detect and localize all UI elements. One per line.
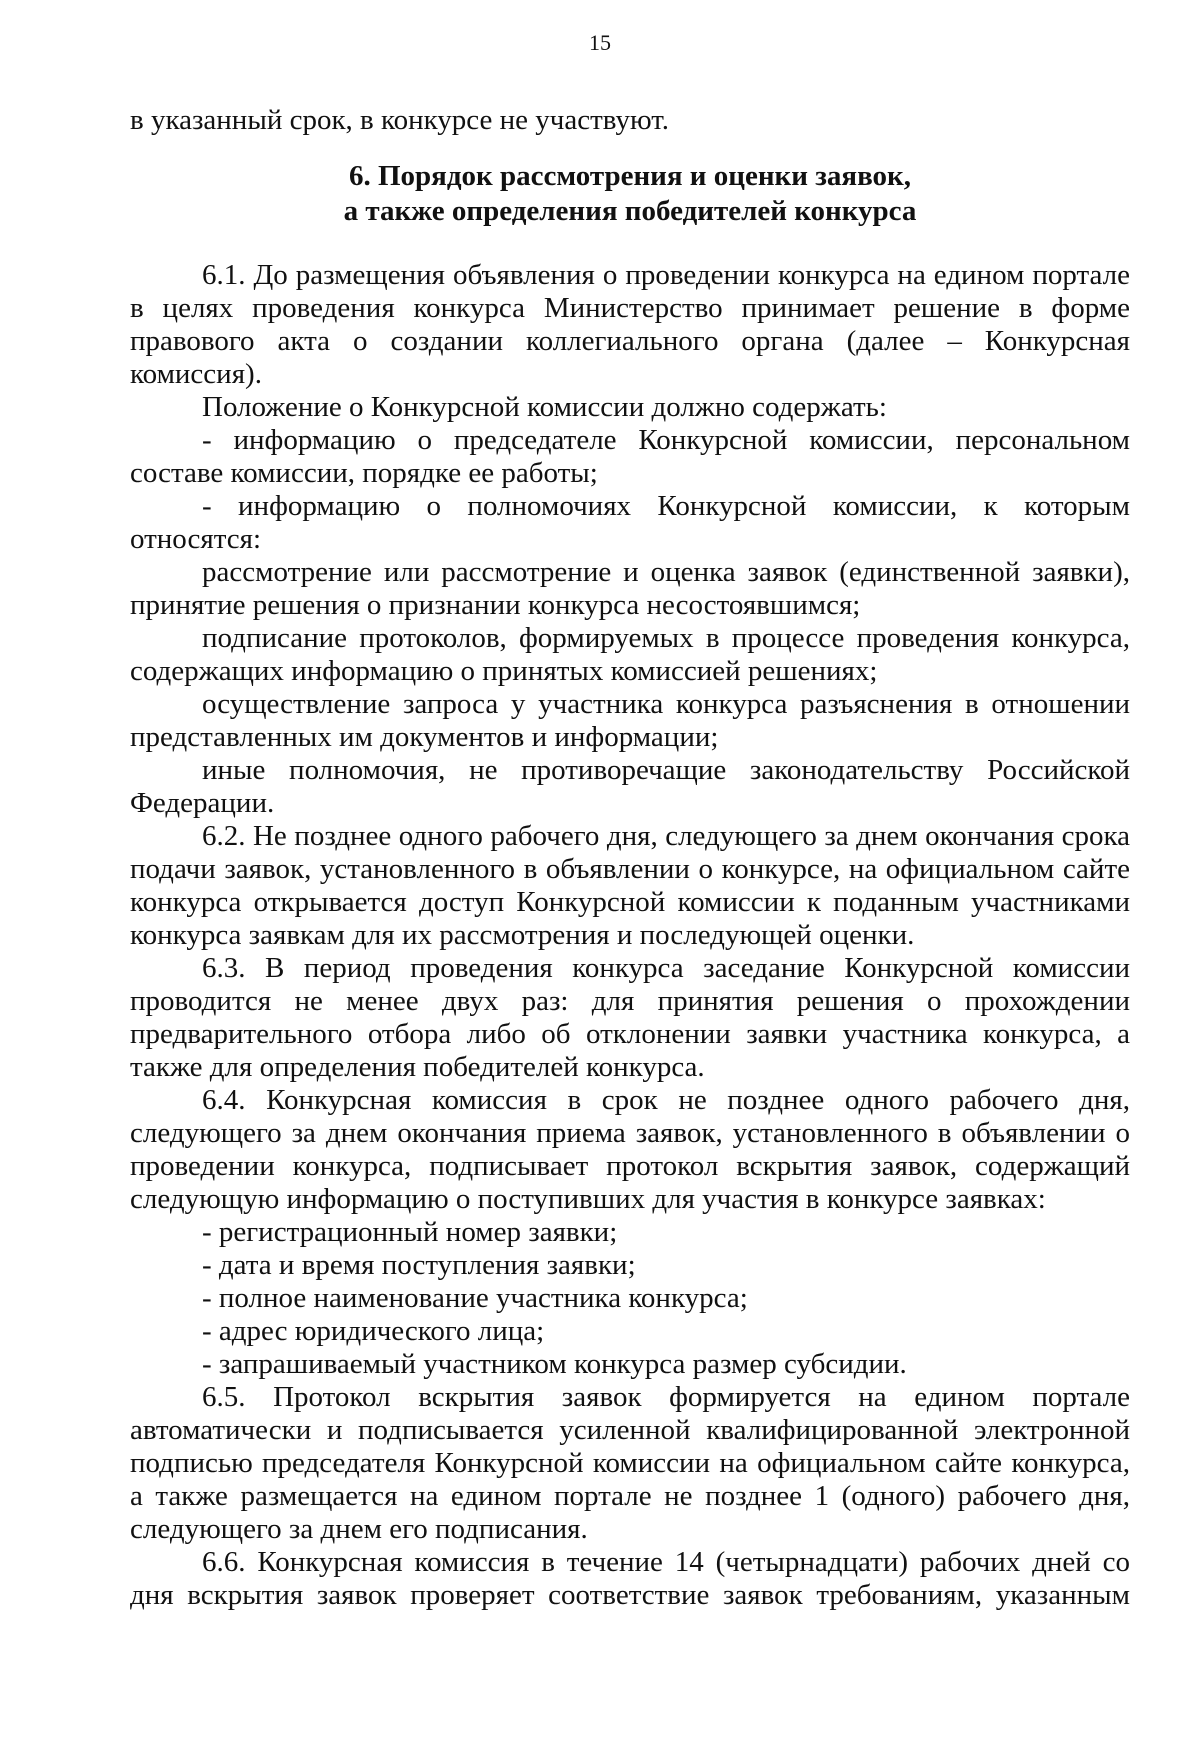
continuation-text: в указанный срок, в конкурсе не участвуют.	[130, 104, 670, 136]
paragraph-6-3: 6.3. В период проведения конкурса заседание Конкурсной комиссии проводится не менее двух раз: для принятия решения о прохождении предварительного отбора либо об отклонении заявки участника конкурса, а также для определения победителей конкурса.	[130, 952, 1130, 1083]
paragraph-6-4: 6.4. Конкурсная комиссия в срок не позднее одного рабочего дня, следующего за днем окончания приема заявок, установленного в объявлении о проведении конкурса, подписывает протокол вскрытия заявок, содержащий следующую информацию о поступивших для участия в конкурсе заявках:	[130, 1084, 1130, 1215]
paragraph-6-1: 6.1. До размещения объявления о проведении конкурса на едином портале в целях проведения конкурса Министерство принимает решение в форме правового акта о создании коллегиального органа (далее – Конкурсная комиссия).	[130, 259, 1130, 390]
list-item-date-time: - дата и время поступления заявки;	[202, 1249, 636, 1281]
power-item-1: рассмотрение или рассмотрение и оценка заявок (единственной заявки), принятие решения о признании конкурса несостоявшимся;	[130, 556, 1130, 621]
section-heading-line-2: а также определения победителей конкурса	[343, 195, 917, 227]
list-item-registration-number: - регистрационный номер заявки;	[202, 1216, 618, 1248]
power-item-2: подписание протоколов, формируемых в процессе проведения конкурса, содержащих информацию о принятых комиссией решениях;	[130, 622, 1130, 687]
document-body	[130, 104, 1130, 1612]
section-heading-line-1: 6. Порядок рассмотрения и оценки заявок,	[348, 160, 911, 192]
commission-intro: Положение о Конкурсной комиссии должно содержать:	[202, 391, 887, 423]
paragraph-6-5: 6.5. Протокол вскрытия заявок формируется на едином портале автоматически и подписывается усиленной квалифицированной электронной подписью председателя Конкурсной комиссии на официальном сайте конкурса, а также размещается на едином портале не позднее 1 (одного) рабочего дня, следующего за днем его подписания.	[130, 1381, 1130, 1545]
item-chair-info: - информацию о председателе Конкурсной комиссии, персональном составе комиссии, порядке ее работы;	[130, 424, 1130, 489]
item-powers-info: - информацию о полномочиях Конкурсной комиссии, к которым относятся:	[130, 490, 1130, 555]
paragraph-6-2: 6.2. Не позднее одного рабочего дня, следующего за днем окончания срока подачи заявок, установленного в объявлении о конкурсе, на официальном сайте конкурса открывается доступ Конкурсной комиссии к поданным участниками конкурса заявкам для их рассмотрения и последующей оценки.	[130, 820, 1130, 951]
power-item-3: осуществление запроса у участника конкурса разъяснения в отношении представленных им документов и информации;	[130, 688, 1130, 753]
power-item-4: иные полномочия, не противоречащие законодательству Российской Федерации.	[130, 754, 1130, 819]
list-item-legal-address: - адрес юридического лица;	[202, 1315, 545, 1347]
list-item-full-name: - полное наименование участника конкурса;	[202, 1282, 748, 1314]
list-item-subsidy-amount: - запрашиваемый участником конкурса размер субсидии.	[202, 1348, 907, 1380]
page-number: 15	[589, 30, 611, 55]
paragraph-6-6: 6.6. Конкурсная комиссия в течение 14 (четырнадцати) рабочих дней со дня вскрытия заявок проверяет соответствие заявок требованиям, указанным	[130, 1546, 1130, 1611]
section-heading	[130, 159, 1130, 229]
